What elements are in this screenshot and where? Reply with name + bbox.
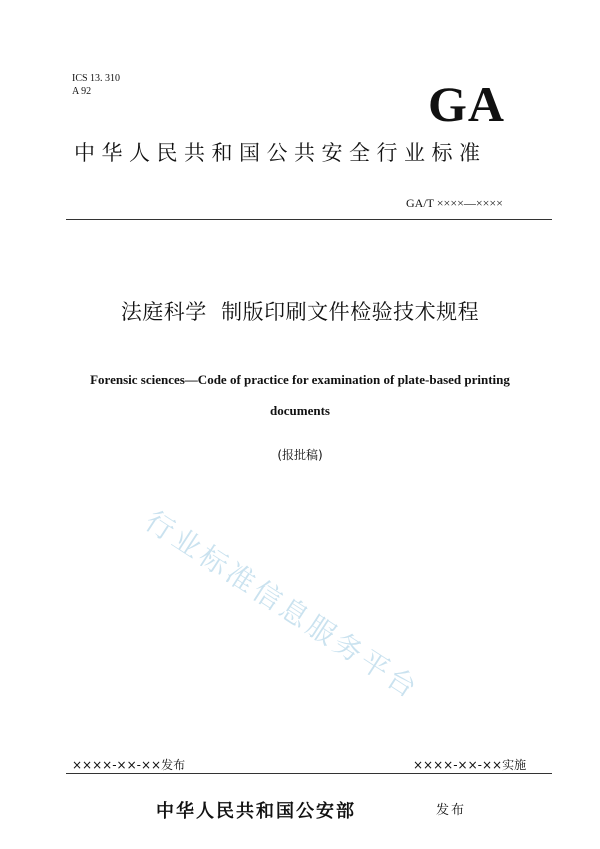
implement-date: ××××-××-××实施 [413,758,527,772]
standard-number: GA/T ××××—×××× [406,196,503,210]
ics-code: ICS 13. 310 [72,73,121,84]
document-title-english-line2: documents [270,403,330,418]
issuer-suffix: 发布 [436,803,467,818]
ccs-code: A 92 [72,86,92,97]
draft-status: (报批稿) [277,448,323,462]
document-title-chinese: 法庭科学 制版印刷文件检验技术规程 [120,300,480,324]
document-title-english-line1: Forensic sciences—Code of practice for examination of plate-based printing [90,372,510,387]
footer-divider [66,773,552,774]
publish-date: ××××-××-××发布 [72,758,186,772]
ga-logo: GA [428,76,505,132]
watermark: 行业标准信息服务平台 [139,504,426,707]
standard-category: 中华人民共和国公共安全行业标准 [74,141,487,165]
issuer: 中华人民共和国公安部 [156,801,356,822]
header-divider [66,219,552,220]
